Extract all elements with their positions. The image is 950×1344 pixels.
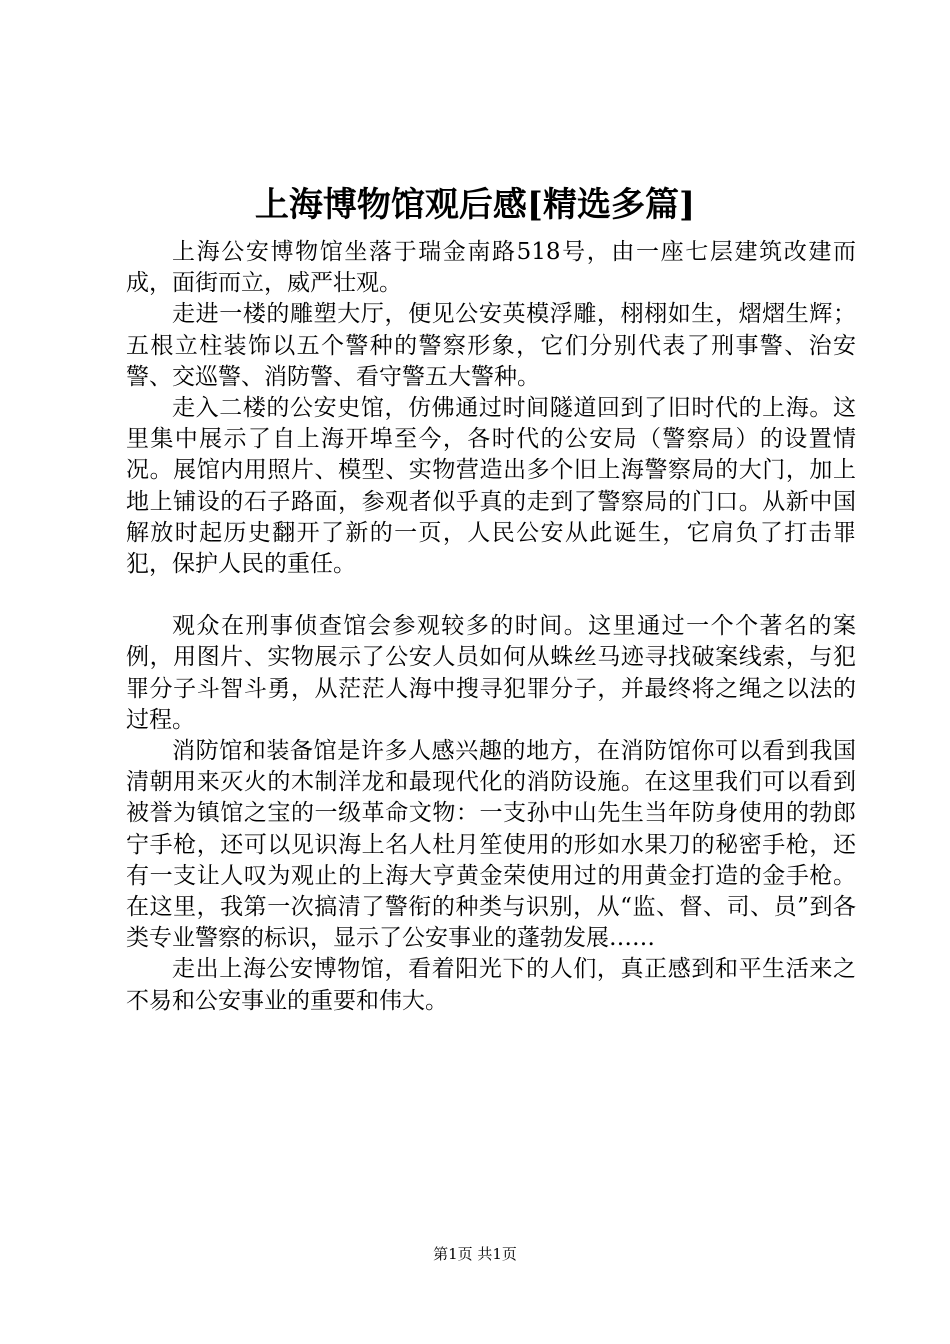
paragraph-6: 走出上海公安博物馆，看着阳光下的人们，真正感到和平生活来之不易和公安事业的重要和伟大。 [126, 956, 856, 1014]
paragraph-4: 观众在刑事侦查馆会参观较多的时间。这里通过一个个著名的案例，用图片、实物展示了公安人员如何从蛛丝马迹寻找破案线索，与犯罪分子斗智斗勇，从茫茫人海中搜寻犯罪分子，并最终将之绳之以法的过程。 [126, 613, 856, 733]
paragraph-2: 走进一楼的雕塑大厅，便见公安英模浮雕，栩栩如生，熠熠生辉；五根立柱装饰以五个警种的警察形象，它们分别代表了刑事警、治安警、交巡警、消防警、看守警五大警种。 [126, 301, 856, 390]
paragraph-5: 消防馆和装备馆是许多人感兴趣的地方，在消防馆你可以看到我国清朝用来灭火的木制洋龙和最现代化的消防设施。在这里我们可以看到被誉为镇馆之宝的一级革命文物：一支孙中山先生当年防身使用的勃郎宁手枪，还可以见识海上名人杜月笙使用的形如水果刀的秘密手枪，还有一支让人叹为观止的上海大亨黄金荣使用过的用黄金打造的金手枪。在这里，我第一次搞清了警衔的种类与识别，从“监、督、司、员”到各类专业警察的标识，显示了公安事业的蓬勃发展…… [126, 738, 856, 952]
paragraph-1: 上海公安博物馆坐落于瑞金南路518号，由一座七层建筑改建而成，面街而立，威严壮观。 [126, 239, 856, 297]
document-title: 上海博物馆观后感[精选多篇] [254, 185, 696, 225]
page-footer: 第1页 共1页 [433, 1245, 517, 1263]
document-body [126, 237, 856, 1017]
paragraph-3: 走入二楼的公安史馆，仿佛通过时间隧道回到了旧时代的上海。这里集中展示了自上海开埠至今，各时代的公安局（警察局）的设置情况。展馆内用照片、模型、实物营造出多个旧上海警察局的大门，加上地上铺设的石子路面，参观者似乎真的走到了警察局的门口。从新中国解放时起历史翻开了新的一页，人民公安从此诞生，它肩负了打击罪犯，保护人民的重任。 [126, 395, 856, 578]
